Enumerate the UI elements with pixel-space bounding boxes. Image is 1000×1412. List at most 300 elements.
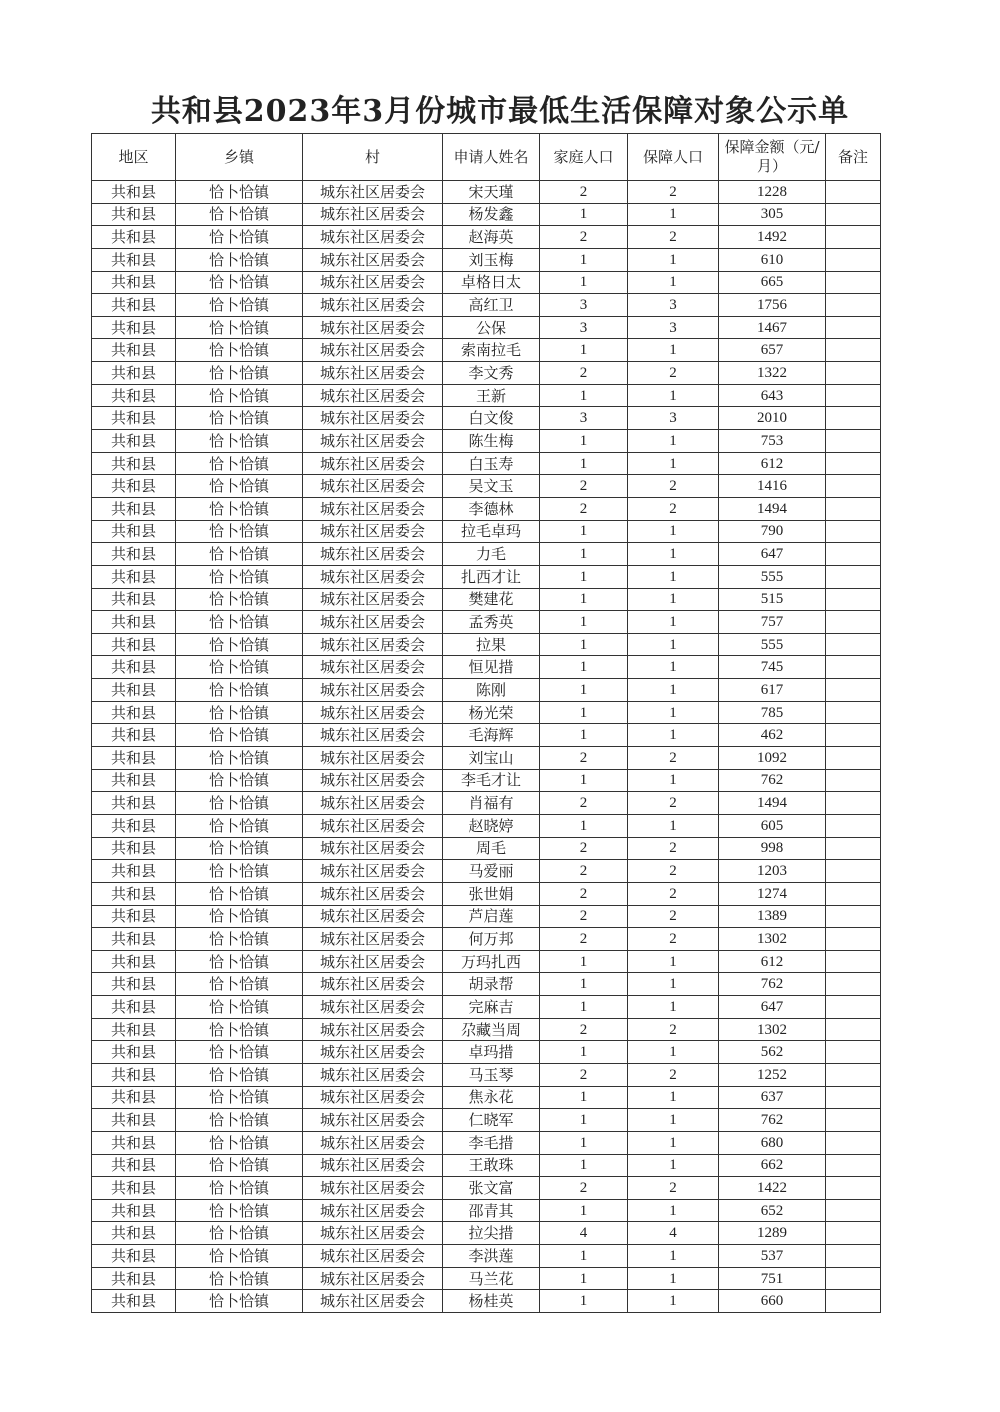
cell-household-size: 2 (540, 226, 628, 249)
cell-applicant-name: 白玉寿 (443, 452, 540, 475)
cell-household-size: 1 (540, 814, 628, 837)
cell-region: 共和县 (92, 882, 176, 905)
cell-village: 城东社区居委会 (303, 339, 443, 362)
cell-remarks (826, 1063, 881, 1086)
cell-region: 共和县 (92, 996, 176, 1019)
cell-amount: 1203 (719, 860, 826, 883)
cell-village: 城东社区居委会 (303, 1177, 443, 1200)
cell-amount: 555 (719, 565, 826, 588)
cell-covered-persons: 1 (628, 701, 719, 724)
cell-remarks (826, 1109, 881, 1132)
header-region: 地区 (92, 134, 176, 181)
table-row (92, 814, 881, 837)
table-row (92, 996, 881, 1019)
cell-household-size: 1 (540, 1290, 628, 1313)
cell-town: 恰卜恰镇 (176, 701, 303, 724)
cell-amount: 462 (719, 724, 826, 747)
cell-household-size: 1 (540, 996, 628, 1019)
cell-household-size: 2 (540, 837, 628, 860)
cell-region: 共和县 (92, 1041, 176, 1064)
cell-region: 共和县 (92, 814, 176, 837)
cell-town: 恰卜恰镇 (176, 588, 303, 611)
table-row (92, 882, 881, 905)
cell-household-size: 1 (540, 1131, 628, 1154)
cell-covered-persons: 2 (628, 1177, 719, 1200)
table-row (92, 294, 881, 317)
cell-applicant-name: 万玛扎西 (443, 950, 540, 973)
cell-remarks (826, 656, 881, 679)
cell-covered-persons: 1 (628, 520, 719, 543)
cell-remarks (826, 905, 881, 928)
cell-region: 共和县 (92, 724, 176, 747)
cell-remarks (826, 679, 881, 702)
cell-household-size: 1 (540, 633, 628, 656)
cell-amount: 612 (719, 452, 826, 475)
cell-region: 共和县 (92, 928, 176, 951)
cell-household-size: 1 (540, 565, 628, 588)
cell-village: 城东社区居委会 (303, 1245, 443, 1268)
cell-village: 城东社区居委会 (303, 1018, 443, 1041)
cell-applicant-name: 拉毛卓玛 (443, 520, 540, 543)
cell-amount: 1322 (719, 362, 826, 385)
cell-region: 共和县 (92, 565, 176, 588)
table-row (92, 362, 881, 385)
cell-applicant-name: 李毛才让 (443, 769, 540, 792)
cell-household-size: 2 (540, 475, 628, 498)
table-body (92, 181, 881, 1313)
cell-applicant-name: 赵海英 (443, 226, 540, 249)
cell-applicant-name: 肖福有 (443, 792, 540, 815)
cell-town: 恰卜恰镇 (176, 543, 303, 566)
cell-household-size: 1 (540, 430, 628, 453)
cell-region: 共和县 (92, 203, 176, 226)
cell-household-size: 1 (540, 973, 628, 996)
cell-amount: 643 (719, 384, 826, 407)
table-row (92, 384, 881, 407)
cell-applicant-name: 樊建花 (443, 588, 540, 611)
cell-applicant-name: 焦永花 (443, 1086, 540, 1109)
table-row (92, 837, 881, 860)
cell-household-size: 3 (540, 294, 628, 317)
cell-village: 城东社区居委会 (303, 271, 443, 294)
table-row (92, 1063, 881, 1086)
cell-region: 共和县 (92, 407, 176, 430)
cell-covered-persons: 2 (628, 1063, 719, 1086)
cell-amount: 785 (719, 701, 826, 724)
cell-household-size: 1 (540, 769, 628, 792)
cell-amount: 1228 (719, 181, 826, 204)
cell-amount: 1492 (719, 226, 826, 249)
cell-covered-persons: 2 (628, 362, 719, 385)
cell-region: 共和县 (92, 475, 176, 498)
cell-remarks (826, 611, 881, 634)
cell-village: 城东社区居委会 (303, 407, 443, 430)
cell-amount: 762 (719, 973, 826, 996)
cell-amount: 305 (719, 203, 826, 226)
table-row (92, 950, 881, 973)
cell-covered-persons: 3 (628, 294, 719, 317)
cell-region: 共和县 (92, 950, 176, 973)
cell-amount: 753 (719, 430, 826, 453)
cell-household-size: 2 (540, 905, 628, 928)
cell-remarks (826, 973, 881, 996)
cell-village: 城东社区居委会 (303, 248, 443, 271)
cell-household-size: 4 (540, 1222, 628, 1245)
cell-village: 城东社区居委会 (303, 1131, 443, 1154)
cell-household-size: 1 (540, 1245, 628, 1268)
cell-village: 城东社区居委会 (303, 611, 443, 634)
cell-town: 恰卜恰镇 (176, 769, 303, 792)
table-row (92, 248, 881, 271)
cell-covered-persons: 1 (628, 203, 719, 226)
cell-town: 恰卜恰镇 (176, 1018, 303, 1041)
cell-applicant-name: 吴文玉 (443, 475, 540, 498)
cell-region: 共和县 (92, 860, 176, 883)
cell-remarks (826, 792, 881, 815)
cell-town: 恰卜恰镇 (176, 203, 303, 226)
cell-household-size: 1 (540, 588, 628, 611)
cell-remarks (826, 1177, 881, 1200)
cell-remarks (826, 1222, 881, 1245)
cell-town: 恰卜恰镇 (176, 1154, 303, 1177)
cell-town: 恰卜恰镇 (176, 837, 303, 860)
cell-amount: 1302 (719, 928, 826, 951)
cell-covered-persons: 1 (628, 679, 719, 702)
cell-amount: 762 (719, 769, 826, 792)
cell-region: 共和县 (92, 679, 176, 702)
cell-village: 城东社区居委会 (303, 882, 443, 905)
cell-town: 恰卜恰镇 (176, 656, 303, 679)
table-row (92, 792, 881, 815)
cell-amount: 555 (719, 633, 826, 656)
cell-region: 共和县 (92, 588, 176, 611)
cell-region: 共和县 (92, 520, 176, 543)
cell-applicant-name: 卓玛措 (443, 1041, 540, 1064)
cell-applicant-name: 拉尖措 (443, 1222, 540, 1245)
cell-household-size: 2 (540, 1063, 628, 1086)
cell-applicant-name: 何万邦 (443, 928, 540, 951)
cell-remarks (826, 452, 881, 475)
cell-region: 共和县 (92, 792, 176, 815)
cell-town: 恰卜恰镇 (176, 384, 303, 407)
cell-household-size: 2 (540, 860, 628, 883)
table-row (92, 520, 881, 543)
cell-village: 城东社区居委会 (303, 679, 443, 702)
cell-household-size: 1 (540, 1041, 628, 1064)
cell-town: 恰卜恰镇 (176, 860, 303, 883)
table-row (92, 1245, 881, 1268)
cell-covered-persons: 1 (628, 633, 719, 656)
cell-remarks (826, 430, 881, 453)
cell-amount: 1467 (719, 316, 826, 339)
cell-town: 恰卜恰镇 (176, 294, 303, 317)
cell-town: 恰卜恰镇 (176, 362, 303, 385)
header-town: 乡镇 (176, 134, 303, 181)
cell-town: 恰卜恰镇 (176, 430, 303, 453)
cell-remarks (826, 633, 881, 656)
cell-region: 共和县 (92, 543, 176, 566)
cell-applicant-name: 索南拉毛 (443, 339, 540, 362)
cell-region: 共和县 (92, 1086, 176, 1109)
cell-covered-persons: 1 (628, 339, 719, 362)
cell-amount: 665 (719, 271, 826, 294)
header-remarks: 备注 (826, 134, 881, 181)
cell-remarks (826, 814, 881, 837)
cell-region: 共和县 (92, 362, 176, 385)
cell-amount: 1302 (719, 1018, 826, 1041)
cell-applicant-name: 张文富 (443, 1177, 540, 1200)
cell-town: 恰卜恰镇 (176, 1109, 303, 1132)
table-row (92, 1131, 881, 1154)
cell-village: 城东社区居委会 (303, 294, 443, 317)
header-applicant-name: 申请人姓名 (443, 134, 540, 181)
cell-applicant-name: 尕藏当周 (443, 1018, 540, 1041)
cell-region: 共和县 (92, 837, 176, 860)
cell-remarks (826, 384, 881, 407)
cell-village: 城东社区居委会 (303, 520, 443, 543)
cell-covered-persons: 1 (628, 724, 719, 747)
cell-applicant-name: 毛海辉 (443, 724, 540, 747)
cell-town: 恰卜恰镇 (176, 1267, 303, 1290)
cell-covered-persons: 2 (628, 497, 719, 520)
cell-remarks (826, 248, 881, 271)
cell-covered-persons: 3 (628, 407, 719, 430)
cell-village: 城东社区居委会 (303, 543, 443, 566)
cell-amount: 537 (719, 1245, 826, 1268)
cell-amount: 1756 (719, 294, 826, 317)
cell-applicant-name: 宋天瑾 (443, 181, 540, 204)
cell-region: 共和县 (92, 1222, 176, 1245)
table-row (92, 339, 881, 362)
cell-applicant-name: 扎西才让 (443, 565, 540, 588)
table-row (92, 1041, 881, 1064)
cell-remarks (826, 497, 881, 520)
cell-covered-persons: 1 (628, 543, 719, 566)
cell-town: 恰卜恰镇 (176, 339, 303, 362)
cell-applicant-name: 白文俊 (443, 407, 540, 430)
cell-applicant-name: 邵青其 (443, 1199, 540, 1222)
cell-remarks (826, 203, 881, 226)
cell-village: 城东社区居委会 (303, 1199, 443, 1222)
table-row (92, 407, 881, 430)
cell-applicant-name: 卓格日太 (443, 271, 540, 294)
cell-covered-persons: 1 (628, 611, 719, 634)
cell-town: 恰卜恰镇 (176, 1290, 303, 1313)
cell-remarks (826, 950, 881, 973)
cell-amount: 657 (719, 339, 826, 362)
cell-remarks (826, 928, 881, 951)
cell-covered-persons: 1 (628, 565, 719, 588)
cell-covered-persons: 1 (628, 1109, 719, 1132)
cell-applicant-name: 杨桂英 (443, 1290, 540, 1313)
cell-amount: 647 (719, 996, 826, 1019)
cell-village: 城东社区居委会 (303, 928, 443, 951)
table-row (92, 226, 881, 249)
cell-covered-persons: 1 (628, 452, 719, 475)
table-row (92, 701, 881, 724)
cell-region: 共和县 (92, 701, 176, 724)
cell-region: 共和县 (92, 1131, 176, 1154)
cell-amount: 652 (719, 1199, 826, 1222)
cell-covered-persons: 1 (628, 1290, 719, 1313)
cell-remarks (826, 1086, 881, 1109)
table-row (92, 1290, 881, 1313)
cell-applicant-name: 李洪莲 (443, 1245, 540, 1268)
table-row (92, 1086, 881, 1109)
cell-remarks (826, 588, 881, 611)
cell-village: 城东社区居委会 (303, 1267, 443, 1290)
cell-town: 恰卜恰镇 (176, 1041, 303, 1064)
cell-remarks (826, 701, 881, 724)
cell-town: 恰卜恰镇 (176, 747, 303, 770)
cell-town: 恰卜恰镇 (176, 248, 303, 271)
cell-household-size: 1 (540, 1109, 628, 1132)
cell-region: 共和县 (92, 1018, 176, 1041)
cell-remarks (826, 226, 881, 249)
cell-village: 城东社区居委会 (303, 1154, 443, 1177)
cell-remarks (826, 271, 881, 294)
cell-region: 共和县 (92, 656, 176, 679)
cell-amount: 660 (719, 1290, 826, 1313)
cell-village: 城东社区居委会 (303, 362, 443, 385)
cell-amount: 1422 (719, 1177, 826, 1200)
cell-remarks (826, 407, 881, 430)
cell-household-size: 2 (540, 362, 628, 385)
cell-town: 恰卜恰镇 (176, 928, 303, 951)
cell-household-size: 1 (540, 543, 628, 566)
cell-region: 共和县 (92, 747, 176, 770)
table-row (92, 1199, 881, 1222)
cell-covered-persons: 1 (628, 950, 719, 973)
cell-town: 恰卜恰镇 (176, 882, 303, 905)
table-row (92, 747, 881, 770)
cell-covered-persons: 1 (628, 271, 719, 294)
cell-village: 城东社区居委会 (303, 203, 443, 226)
cell-applicant-name: 力毛 (443, 543, 540, 566)
cell-region: 共和县 (92, 316, 176, 339)
cell-household-size: 1 (540, 452, 628, 475)
cell-region: 共和县 (92, 1199, 176, 1222)
cell-covered-persons: 2 (628, 747, 719, 770)
cell-village: 城东社区居委会 (303, 837, 443, 860)
cell-town: 恰卜恰镇 (176, 1199, 303, 1222)
cell-covered-persons: 4 (628, 1222, 719, 1245)
cell-amount: 998 (719, 837, 826, 860)
cell-village: 城东社区居委会 (303, 316, 443, 339)
cell-town: 恰卜恰镇 (176, 792, 303, 815)
cell-region: 共和县 (92, 181, 176, 204)
table-row (92, 769, 881, 792)
cell-household-size: 1 (540, 339, 628, 362)
cell-village: 城东社区居委会 (303, 1063, 443, 1086)
cell-town: 恰卜恰镇 (176, 520, 303, 543)
table-row (92, 1222, 881, 1245)
cell-household-size: 1 (540, 1086, 628, 1109)
cell-applicant-name: 陈生梅 (443, 430, 540, 453)
cell-region: 共和县 (92, 1154, 176, 1177)
cell-household-size: 1 (540, 611, 628, 634)
cell-applicant-name: 李毛措 (443, 1131, 540, 1154)
cell-covered-persons: 2 (628, 226, 719, 249)
cell-remarks (826, 724, 881, 747)
cell-applicant-name: 杨发鑫 (443, 203, 540, 226)
cell-amount: 751 (719, 1267, 826, 1290)
cell-applicant-name: 芦启莲 (443, 905, 540, 928)
table-header-row (92, 134, 881, 181)
cell-remarks (826, 860, 881, 883)
cell-amount: 1494 (719, 497, 826, 520)
cell-village: 城东社区居委会 (303, 633, 443, 656)
header-village: 村 (303, 134, 443, 181)
cell-remarks (826, 1245, 881, 1268)
cell-remarks (826, 1041, 881, 1064)
cell-amount: 1289 (719, 1222, 826, 1245)
table-row (92, 452, 881, 475)
cell-remarks (826, 1267, 881, 1290)
cell-village: 城东社区居委会 (303, 860, 443, 883)
cell-covered-persons: 1 (628, 248, 719, 271)
cell-applicant-name: 陈刚 (443, 679, 540, 702)
cell-amount: 680 (719, 1131, 826, 1154)
cell-region: 共和县 (92, 1109, 176, 1132)
table-row (92, 928, 881, 951)
cell-village: 城东社区居委会 (303, 950, 443, 973)
cell-applicant-name: 完麻吉 (443, 996, 540, 1019)
cell-applicant-name: 王新 (443, 384, 540, 407)
cell-town: 恰卜恰镇 (176, 633, 303, 656)
cell-applicant-name: 马兰花 (443, 1267, 540, 1290)
cell-amount: 662 (719, 1154, 826, 1177)
cell-town: 恰卜恰镇 (176, 226, 303, 249)
cell-covered-persons: 1 (628, 384, 719, 407)
cell-household-size: 1 (540, 248, 628, 271)
cell-amount: 617 (719, 679, 826, 702)
cell-village: 城东社区居委会 (303, 814, 443, 837)
table-row (92, 271, 881, 294)
cell-town: 恰卜恰镇 (176, 679, 303, 702)
cell-remarks (826, 181, 881, 204)
cell-town: 恰卜恰镇 (176, 181, 303, 204)
cell-household-size: 2 (540, 792, 628, 815)
cell-remarks (826, 339, 881, 362)
table-row (92, 1177, 881, 1200)
cell-household-size: 1 (540, 701, 628, 724)
cell-amount: 1494 (719, 792, 826, 815)
cell-applicant-name: 张世娟 (443, 882, 540, 905)
cell-covered-persons: 1 (628, 769, 719, 792)
table-row (92, 316, 881, 339)
cell-region: 共和县 (92, 384, 176, 407)
cell-remarks (826, 543, 881, 566)
cell-village: 城东社区居委会 (303, 792, 443, 815)
cell-village: 城东社区居委会 (303, 905, 443, 928)
cell-town: 恰卜恰镇 (176, 271, 303, 294)
cell-amount: 1092 (719, 747, 826, 770)
cell-household-size: 1 (540, 271, 628, 294)
cell-remarks (826, 1154, 881, 1177)
cell-region: 共和县 (92, 1290, 176, 1313)
cell-applicant-name: 胡录帮 (443, 973, 540, 996)
cell-village: 城东社区居委会 (303, 226, 443, 249)
cell-village: 城东社区居委会 (303, 1086, 443, 1109)
cell-region: 共和县 (92, 905, 176, 928)
cell-household-size: 2 (540, 1177, 628, 1200)
cell-covered-persons: 1 (628, 588, 719, 611)
cell-town: 恰卜恰镇 (176, 407, 303, 430)
cell-village: 城东社区居委会 (303, 1222, 443, 1245)
cell-covered-persons: 2 (628, 860, 719, 883)
cell-village: 城东社区居委会 (303, 384, 443, 407)
